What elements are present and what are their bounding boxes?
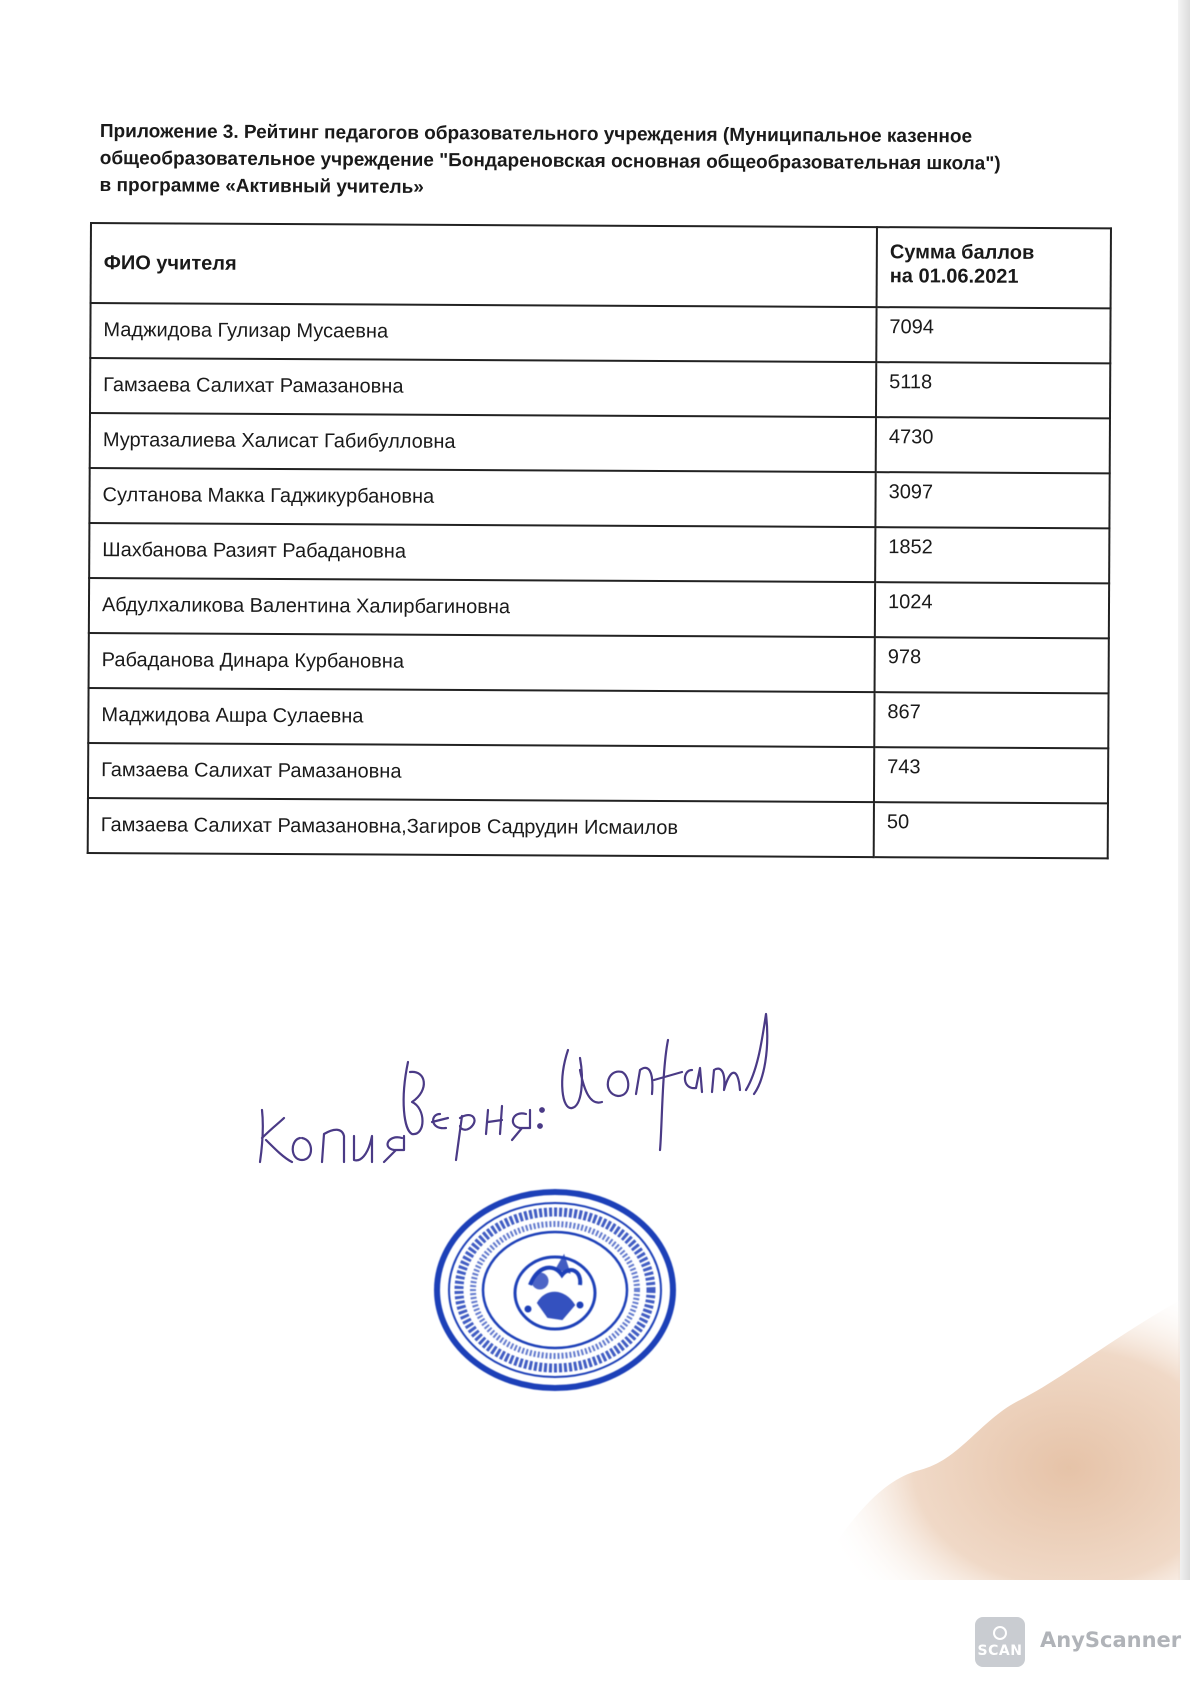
- score-cell: 1852: [875, 527, 1109, 583]
- header-score-line-1: Сумма баллов: [889, 241, 1035, 264]
- teacher-name-cell: Муртазалиева Халисат Габибулловна: [90, 413, 876, 472]
- table-row: [89, 468, 1109, 528]
- stamp-ink: [437, 1192, 673, 1388]
- scanner-app-name: AnyScanner: [1040, 1628, 1182, 1652]
- official-stamp: [430, 1185, 680, 1395]
- table-row: [88, 688, 1108, 748]
- table-row: [89, 633, 1109, 693]
- table-row: [90, 358, 1110, 418]
- teacher-name-cell: Маджидова Гулизар Мусаевна: [90, 303, 876, 362]
- table-row: [88, 798, 1108, 858]
- heading-line-1: Приложение 3. Рейтинг педагогов образовательного учреждения (Муниципальное казенное: [99, 120, 973, 148]
- teacher-name-cell: Рабаданова Динара Курбановна: [89, 633, 875, 692]
- score-cell: 978: [875, 637, 1109, 693]
- teacher-name-cell: Абдулхаликова Валентина Халирбагиновна: [89, 578, 875, 637]
- scanner-app-badge: [975, 1617, 1025, 1667]
- teacher-rating-table: [87, 222, 1112, 859]
- document-heading: [100, 118, 1110, 205]
- table-row: [90, 303, 1110, 363]
- score-cell: 3097: [875, 472, 1109, 528]
- header-score-line-2: на 01.06.2021: [889, 265, 1019, 288]
- teacher-name-cell: Маджидова Ашра Сулаевна: [88, 688, 874, 747]
- table-row: [90, 413, 1110, 473]
- score-cell: 743: [874, 747, 1108, 803]
- table-row: [88, 743, 1108, 803]
- score-cell: 50: [874, 802, 1108, 858]
- handwriting-strokes: [260, 1014, 767, 1162]
- score-cell: 867: [874, 692, 1108, 748]
- table-row: [89, 578, 1109, 638]
- table-header-row: [91, 223, 1111, 308]
- heading-line-2: общеобразовательное учреждение "Бондареновская основная общеобразовательная школа"): [99, 147, 1001, 175]
- teacher-name-cell: Гамзаева Салихат Рамазановна: [90, 358, 876, 417]
- teacher-name-cell: Гамзаева Салихат Рамазановна: [88, 743, 874, 802]
- score-cell: 4730: [876, 417, 1110, 473]
- header-teacher-name: ФИО учителя: [91, 223, 877, 307]
- score-cell: 5118: [876, 362, 1110, 418]
- scanner-badge-text: SCAN: [977, 1642, 1023, 1659]
- teacher-name-cell: Гамзаева Салихат Рамазановна,Загиров Садрудин Исмаилов: [88, 798, 874, 857]
- scanner-hand-shadow: [810, 1300, 1180, 1580]
- teacher-name-cell: Шахбанова Разият Рабадановна: [89, 523, 875, 582]
- header-score: [877, 227, 1111, 308]
- score-cell: 1024: [875, 582, 1109, 638]
- teacher-name-cell: Султанова Макка Гаджикурбановна: [89, 468, 875, 527]
- table-row: [89, 523, 1109, 583]
- score-cell: 7094: [876, 307, 1110, 363]
- heading-line-3: в программе «Активный учитель»: [99, 174, 424, 198]
- camera-icon: [993, 1626, 1007, 1640]
